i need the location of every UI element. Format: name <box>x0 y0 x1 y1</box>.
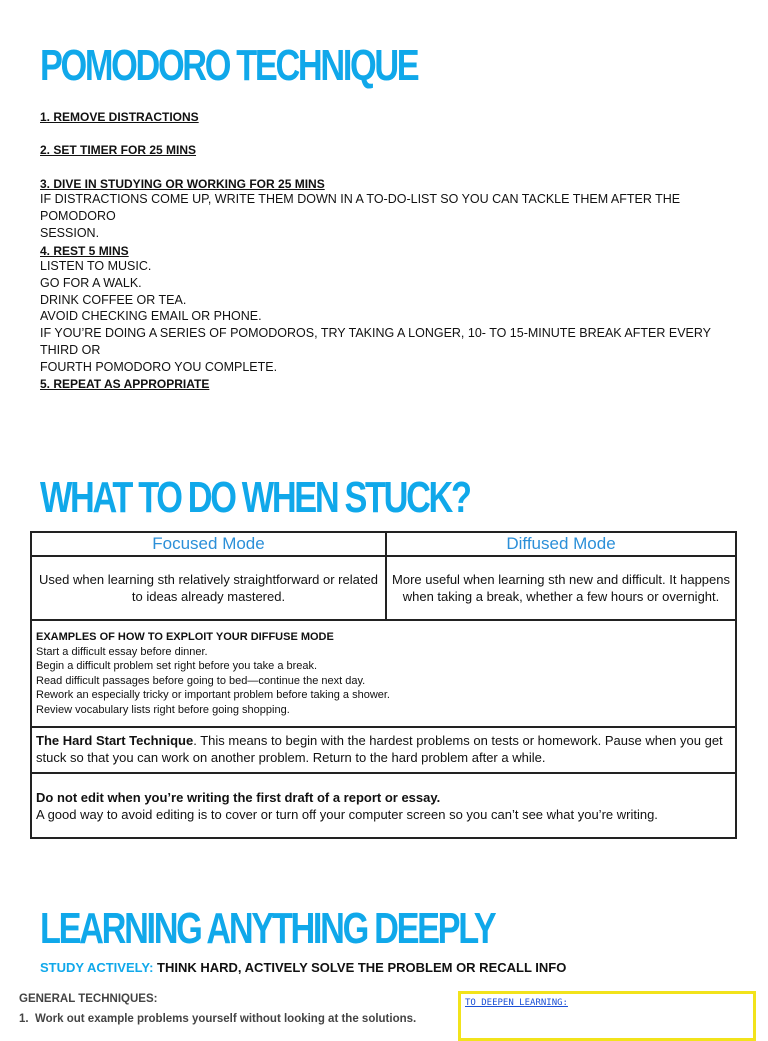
study-actively-line <box>40 960 566 975</box>
step-4 <box>40 244 740 376</box>
step-3 <box>40 177 740 241</box>
stuck-table <box>30 531 737 839</box>
step-4-line: DRINK COFFEE OR TEA. <box>40 292 187 307</box>
step-4-line: LISTEN TO MUSIC. <box>40 259 152 273</box>
learning-title: LEARNING ANYTHING DEEPLY <box>40 904 495 953</box>
examples-title: EXAMPLES OF HOW TO EXPLOIT YOUR DIFFUSE MODE <box>36 631 334 643</box>
technique-item: 1. Work out example problems yourself without looking at the solutions. <box>19 1013 417 1025</box>
step-3-line: SESSION. <box>40 225 100 240</box>
deepen-learning-label: TO DEEPEN LEARNING: <box>465 998 568 1008</box>
step-3-line: IF DISTRACTIONS COME UP, WRITE THEM DOWN IN A TO-DO-LIST SO YOU CAN TACKLE THEM AFTER THE POMODORO <box>40 192 681 223</box>
examples-cell <box>31 620 736 727</box>
draft-text: A good way to avoid editing is to cover or turn off your computer screen so you can’t see what you’re writing. <box>36 806 658 822</box>
example-item: Read difficult passages before going to bed—continue the next day. <box>36 674 366 687</box>
step-4-line: IF YOU’RE DOING A SERIES OF POMODOROS, TRY TAKING A LONGER, 10- TO 15-MINUTE BREAK AFTER EVERY THIRD OR <box>40 326 711 357</box>
step-4-line: AVOID CHECKING EMAIL OR PHONE. <box>40 309 262 324</box>
focused-mode-heading: Focused Mode <box>31 532 386 556</box>
focused-mode-description: Used when learning sth relatively straightforward or related to ideas already mastered. <box>31 556 386 620</box>
step-4-line: FOURTH POMODORO YOU COMPLETE. <box>40 359 278 374</box>
draft-cell <box>31 773 736 838</box>
diffused-mode-description: More useful when learning sth new and difficult. It happens when taking a break, whether a few hours or overnight. <box>386 556 736 620</box>
step-1-heading: 1. REMOVE DISTRACTIONS <box>40 110 199 124</box>
stuck-title: WHAT TO DO WHEN STUCK? <box>40 473 470 522</box>
hard-start-title: The Hard Start Technique <box>36 733 194 749</box>
hard-start-cell <box>31 727 736 773</box>
example-item: Start a difficult essay before dinner. <box>36 645 208 658</box>
step-4-heading: 4. REST 5 MINS <box>40 244 129 258</box>
step-2-heading: 2. SET TIMER FOR 25 MINS <box>40 143 197 157</box>
pomodoro-title: POMODORO TECHNIQUE <box>40 41 418 90</box>
example-item: Review vocabulary lists right before going shopping. <box>36 703 290 716</box>
study-actively-text: THINK HARD, ACTIVELY SOLVE THE PROBLEM OR RECALL INFO <box>157 960 567 975</box>
example-item: Rework an especially tricky or important problem before taking a shower. <box>36 689 390 701</box>
general-techniques-label: GENERAL TECHNIQUES: <box>19 993 158 1005</box>
draft-title: Do not edit when you’re writing the first draft of a report or essay. <box>36 789 441 805</box>
diffused-mode-heading: Diffused Mode <box>386 532 736 556</box>
step-3-heading: 3. DIVE IN STUDYING OR WORKING FOR 25 MINS <box>40 177 325 191</box>
study-actively-label: STUDY ACTIVELY: <box>40 960 154 975</box>
step-5-heading: 5. REPEAT AS APPROPRIATE <box>40 377 210 391</box>
hard-start-text: . This means to begin with the hardest problems on tests or homework. Pause when you get stuck so that you can work on another problem. Return to the hard problem after a while. <box>36 733 723 765</box>
deepen-learning-box <box>458 991 756 1041</box>
example-item: Begin a difficult problem set right before you take a break. <box>36 660 318 672</box>
step-4-line: GO FOR A WALK. <box>40 275 142 290</box>
